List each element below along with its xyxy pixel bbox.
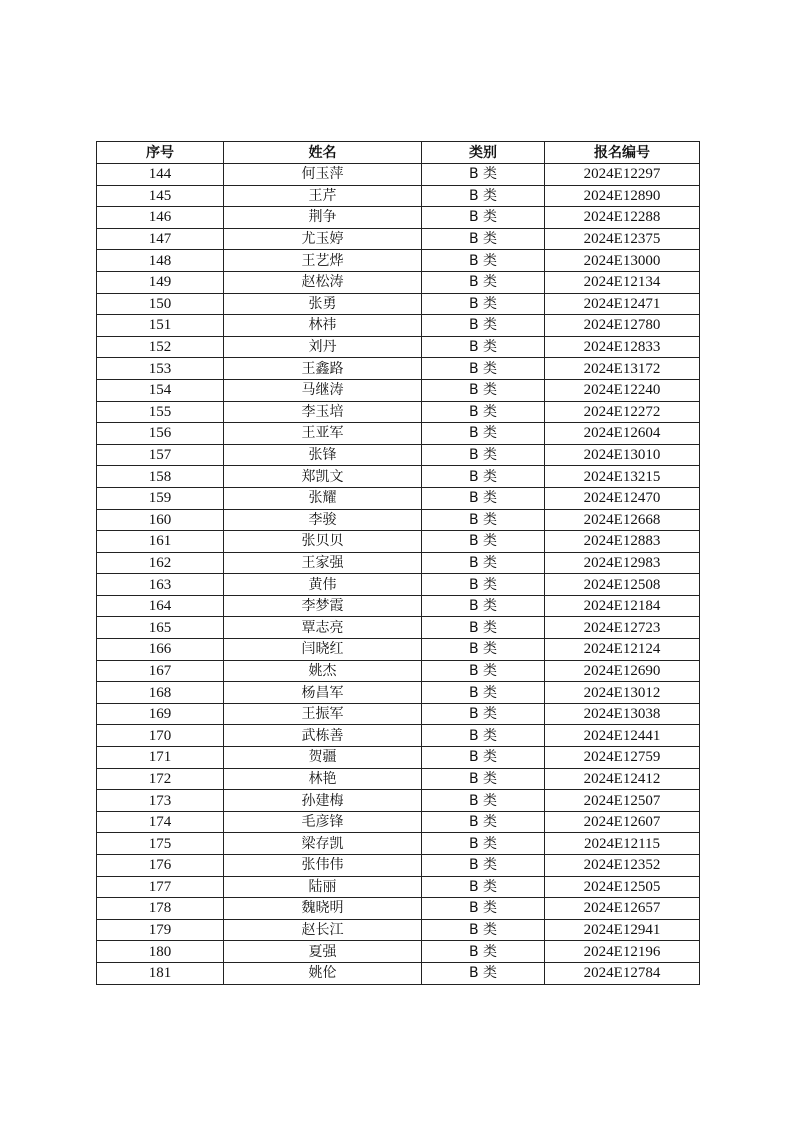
- category-cell: B 类: [422, 379, 545, 401]
- category-cell: B 类: [422, 768, 545, 790]
- serial-number-cell: 160: [97, 509, 224, 531]
- serial-number-cell: 149: [97, 271, 224, 293]
- category-cell: B 类: [422, 250, 545, 272]
- category-cell: B 类: [422, 574, 545, 596]
- registration-number-cell: 2024E12941: [545, 919, 700, 941]
- table-row: [97, 207, 700, 229]
- table-row: [97, 703, 700, 725]
- table-row: [97, 250, 700, 272]
- serial-number-cell: 167: [97, 660, 224, 682]
- category-cell: B 类: [422, 315, 545, 337]
- category-cell: B 类: [422, 164, 545, 186]
- serial-number-cell: 147: [97, 228, 224, 250]
- serial-number-cell: 168: [97, 682, 224, 704]
- table-row: [97, 811, 700, 833]
- category-cell: B 类: [422, 941, 545, 963]
- name-cell: 赵长江: [224, 919, 422, 941]
- serial-number-cell: 157: [97, 444, 224, 466]
- serial-number-cell: 181: [97, 962, 224, 984]
- name-cell: 杨昌军: [224, 682, 422, 704]
- category-cell: B 类: [422, 833, 545, 855]
- registration-number-cell: 2024E12833: [545, 336, 700, 358]
- serial-number-cell: 150: [97, 293, 224, 315]
- header-category: 类别: [422, 142, 545, 164]
- registration-number-cell: 2024E12184: [545, 595, 700, 617]
- table-row: [97, 876, 700, 898]
- serial-number-cell: 174: [97, 811, 224, 833]
- serial-number-cell: 159: [97, 487, 224, 509]
- serial-number-cell: 170: [97, 725, 224, 747]
- name-cell: 王亚军: [224, 423, 422, 445]
- name-cell: 李梦霞: [224, 595, 422, 617]
- table-row: [97, 595, 700, 617]
- name-cell: 马继涛: [224, 379, 422, 401]
- table-row: [97, 466, 700, 488]
- name-cell: 林艳: [224, 768, 422, 790]
- name-cell: 李骏: [224, 509, 422, 531]
- name-cell: 李玉培: [224, 401, 422, 423]
- registration-number-cell: 2024E13010: [545, 444, 700, 466]
- registration-number-cell: 2024E12508: [545, 574, 700, 596]
- registration-number-cell: 2024E12375: [545, 228, 700, 250]
- name-cell: 毛彦锋: [224, 811, 422, 833]
- category-cell: B 类: [422, 595, 545, 617]
- name-cell: 郑凯文: [224, 466, 422, 488]
- registration-number-cell: 2024E12607: [545, 811, 700, 833]
- registration-number-cell: 2024E12505: [545, 876, 700, 898]
- registration-number-cell: 2024E12723: [545, 617, 700, 639]
- table-row: [97, 919, 700, 941]
- category-cell: B 类: [422, 639, 545, 661]
- table-row: [97, 833, 700, 855]
- table-row: [97, 682, 700, 704]
- serial-number-cell: 153: [97, 358, 224, 380]
- serial-number-cell: 162: [97, 552, 224, 574]
- table-row: [97, 423, 700, 445]
- name-cell: 尤玉婷: [224, 228, 422, 250]
- table-header-row: [97, 142, 700, 164]
- category-cell: B 类: [422, 725, 545, 747]
- category-cell: B 类: [422, 336, 545, 358]
- name-cell: 武栋善: [224, 725, 422, 747]
- name-cell: 贺疆: [224, 747, 422, 769]
- table-body: [97, 164, 700, 985]
- table-row: [97, 401, 700, 423]
- name-cell: 闫晓红: [224, 639, 422, 661]
- category-cell: B 类: [422, 271, 545, 293]
- registration-number-cell: 2024E12657: [545, 898, 700, 920]
- registration-number-cell: 2024E13012: [545, 682, 700, 704]
- name-cell: 覃志亮: [224, 617, 422, 639]
- category-cell: B 类: [422, 444, 545, 466]
- serial-number-cell: 165: [97, 617, 224, 639]
- registration-number-cell: 2024E12507: [545, 790, 700, 812]
- category-cell: B 类: [422, 358, 545, 380]
- registration-table: [96, 141, 700, 985]
- category-cell: B 类: [422, 531, 545, 553]
- table-row: [97, 552, 700, 574]
- header-registration-number: 报名编号: [545, 142, 700, 164]
- name-cell: 魏晓明: [224, 898, 422, 920]
- table-row: [97, 315, 700, 337]
- serial-number-cell: 173: [97, 790, 224, 812]
- registration-number-cell: 2024E12115: [545, 833, 700, 855]
- registration-number-cell: 2024E12668: [545, 509, 700, 531]
- table-row: [97, 898, 700, 920]
- serial-number-cell: 178: [97, 898, 224, 920]
- registration-number-cell: 2024E12470: [545, 487, 700, 509]
- table-row: [97, 271, 700, 293]
- table-row: [97, 444, 700, 466]
- registration-number-cell: 2024E13172: [545, 358, 700, 380]
- category-cell: B 类: [422, 466, 545, 488]
- category-cell: B 类: [422, 207, 545, 229]
- name-cell: 王家强: [224, 552, 422, 574]
- category-cell: B 类: [422, 703, 545, 725]
- category-cell: B 类: [422, 228, 545, 250]
- registration-number-cell: 2024E13038: [545, 703, 700, 725]
- name-cell: 张伟伟: [224, 855, 422, 877]
- registration-number-cell: 2024E12983: [545, 552, 700, 574]
- name-cell: 刘丹: [224, 336, 422, 358]
- registration-number-cell: 2024E12441: [545, 725, 700, 747]
- name-cell: 荆争: [224, 207, 422, 229]
- serial-number-cell: 169: [97, 703, 224, 725]
- category-cell: B 类: [422, 682, 545, 704]
- table-row: [97, 358, 700, 380]
- category-cell: B 类: [422, 487, 545, 509]
- category-cell: B 类: [422, 811, 545, 833]
- category-cell: B 类: [422, 617, 545, 639]
- name-cell: 陆丽: [224, 876, 422, 898]
- registration-number-cell: 2024E12352: [545, 855, 700, 877]
- registration-number-cell: 2024E12890: [545, 185, 700, 207]
- registration-number-cell: 2024E12272: [545, 401, 700, 423]
- name-cell: 王振军: [224, 703, 422, 725]
- serial-number-cell: 172: [97, 768, 224, 790]
- table-row: [97, 725, 700, 747]
- registration-number-cell: 2024E12124: [545, 639, 700, 661]
- registration-number-cell: 2024E12412: [545, 768, 700, 790]
- table-row: [97, 509, 700, 531]
- name-cell: 王芹: [224, 185, 422, 207]
- serial-number-cell: 176: [97, 855, 224, 877]
- name-cell: 夏强: [224, 941, 422, 963]
- serial-number-cell: 154: [97, 379, 224, 401]
- registration-number-cell: 2024E12604: [545, 423, 700, 445]
- registration-number-cell: 2024E13000: [545, 250, 700, 272]
- category-cell: B 类: [422, 185, 545, 207]
- category-cell: B 类: [422, 552, 545, 574]
- category-cell: B 类: [422, 790, 545, 812]
- table-row: [97, 164, 700, 186]
- category-cell: B 类: [422, 855, 545, 877]
- serial-number-cell: 152: [97, 336, 224, 358]
- registration-number-cell: 2024E12196: [545, 941, 700, 963]
- category-cell: B 类: [422, 747, 545, 769]
- serial-number-cell: 177: [97, 876, 224, 898]
- serial-number-cell: 158: [97, 466, 224, 488]
- serial-number-cell: 146: [97, 207, 224, 229]
- serial-number-cell: 163: [97, 574, 224, 596]
- table-row: [97, 336, 700, 358]
- table-row: [97, 962, 700, 984]
- table-row: [97, 747, 700, 769]
- registration-number-cell: 2024E12759: [545, 747, 700, 769]
- name-cell: 张锋: [224, 444, 422, 466]
- table-row: [97, 790, 700, 812]
- table-row: [97, 660, 700, 682]
- table-row: [97, 487, 700, 509]
- name-cell: 姚杰: [224, 660, 422, 682]
- serial-number-cell: 156: [97, 423, 224, 445]
- table-row: [97, 228, 700, 250]
- name-cell: 赵松涛: [224, 271, 422, 293]
- name-cell: 姚伦: [224, 962, 422, 984]
- serial-number-cell: 145: [97, 185, 224, 207]
- registration-number-cell: 2024E13215: [545, 466, 700, 488]
- table-row: [97, 531, 700, 553]
- registration-number-cell: 2024E12134: [545, 271, 700, 293]
- serial-number-cell: 166: [97, 639, 224, 661]
- name-cell: 黄伟: [224, 574, 422, 596]
- registration-number-cell: 2024E12288: [545, 207, 700, 229]
- category-cell: B 类: [422, 401, 545, 423]
- registration-number-cell: 2024E12690: [545, 660, 700, 682]
- serial-number-cell: 151: [97, 315, 224, 337]
- category-cell: B 类: [422, 919, 545, 941]
- registration-number-cell: 2024E12240: [545, 379, 700, 401]
- category-cell: B 类: [422, 898, 545, 920]
- category-cell: B 类: [422, 293, 545, 315]
- table-row: [97, 639, 700, 661]
- table-row: [97, 185, 700, 207]
- category-cell: B 类: [422, 660, 545, 682]
- serial-number-cell: 179: [97, 919, 224, 941]
- name-cell: 王艺烨: [224, 250, 422, 272]
- serial-number-cell: 175: [97, 833, 224, 855]
- table-row: [97, 941, 700, 963]
- category-cell: B 类: [422, 962, 545, 984]
- table-row: [97, 574, 700, 596]
- serial-number-cell: 155: [97, 401, 224, 423]
- registration-number-cell: 2024E12471: [545, 293, 700, 315]
- category-cell: B 类: [422, 509, 545, 531]
- name-cell: 张贝贝: [224, 531, 422, 553]
- name-cell: 林祎: [224, 315, 422, 337]
- name-cell: 梁存凯: [224, 833, 422, 855]
- category-cell: B 类: [422, 423, 545, 445]
- table-row: [97, 768, 700, 790]
- serial-number-cell: 144: [97, 164, 224, 186]
- registration-number-cell: 2024E12784: [545, 962, 700, 984]
- serial-number-cell: 161: [97, 531, 224, 553]
- table-row: [97, 379, 700, 401]
- name-cell: 张耀: [224, 487, 422, 509]
- serial-number-cell: 164: [97, 595, 224, 617]
- serial-number-cell: 171: [97, 747, 224, 769]
- registration-number-cell: 2024E12297: [545, 164, 700, 186]
- name-cell: 王鑫路: [224, 358, 422, 380]
- name-cell: 孙建梅: [224, 790, 422, 812]
- name-cell: 张勇: [224, 293, 422, 315]
- registration-number-cell: 2024E12883: [545, 531, 700, 553]
- registration-number-cell: 2024E12780: [545, 315, 700, 337]
- table-row: [97, 293, 700, 315]
- name-cell: 何玉萍: [224, 164, 422, 186]
- category-cell: B 类: [422, 876, 545, 898]
- header-name: 姓名: [224, 142, 422, 164]
- serial-number-cell: 180: [97, 941, 224, 963]
- header-serial-number: 序号: [97, 142, 224, 164]
- serial-number-cell: 148: [97, 250, 224, 272]
- table-row: [97, 617, 700, 639]
- table-row: [97, 855, 700, 877]
